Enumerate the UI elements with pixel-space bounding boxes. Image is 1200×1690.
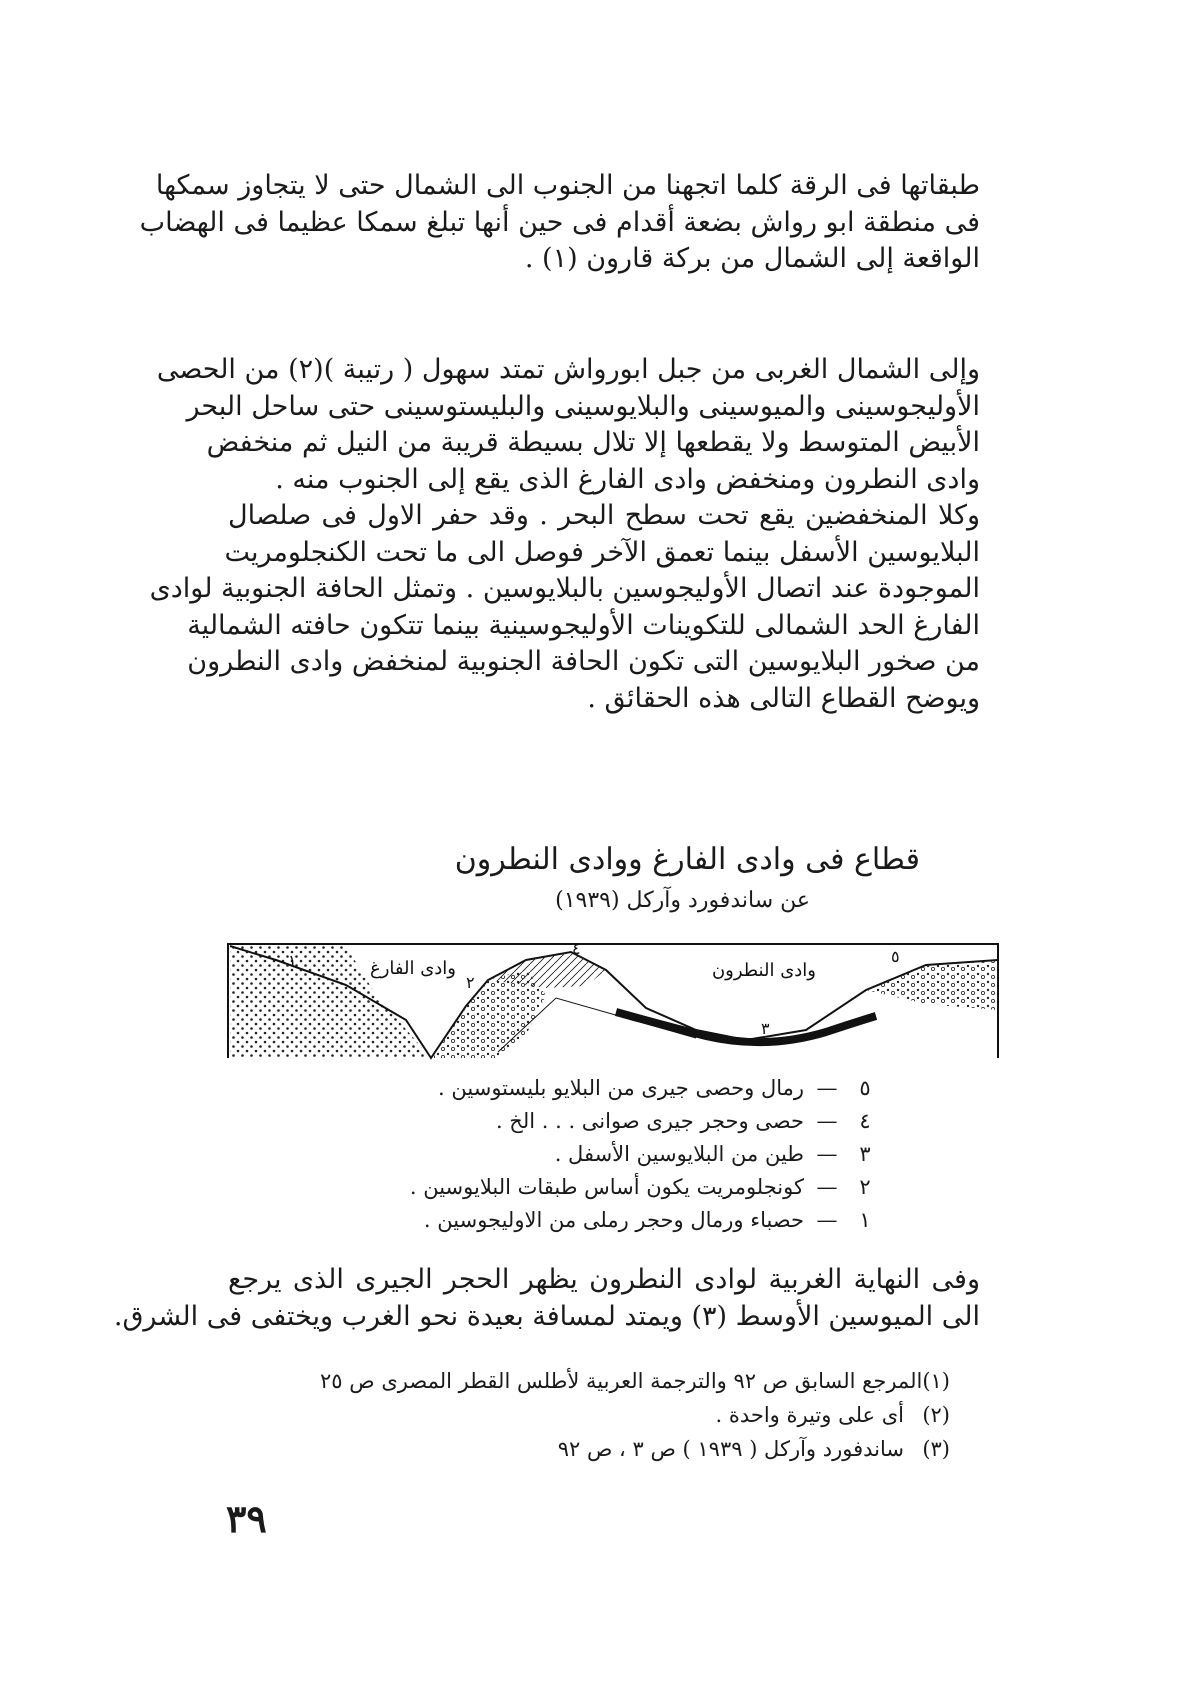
layer-3 [616,1012,876,1042]
footnote-mark: (٣) [922,1437,950,1461]
footnote-mark: (٢) [922,1403,950,1427]
text-line: وإلى الشمال الغربى من جبل ابورواش تمتد سهول ( رتيبة )(٢) من الحصى [156,354,980,385]
paragraph-1 [139,168,980,278]
legend-item [380,1138,880,1171]
legend-dash: — [816,1076,838,1100]
legend-text: طين من البلايوسين الأسفل . [554,1142,804,1166]
layer-5 [866,960,998,1010]
text-line: وفى النهاية الغربية لوادى النطرون يظهر الحجر الجيرى الذى يرجع [228,1264,980,1295]
text-line: الأوليجوسينى والميوسينى والبلايوسينى والبليستوسينى حتى ساحل البحر [186,390,980,422]
footnote [370,1432,950,1466]
legend-number: ٢ [859,1175,871,1199]
text-line: وادى النطرون ومنخفض وادى الفارغ الذى يقع إلى الجنوب منه . [275,463,980,495]
legend-item [380,1204,880,1237]
text-line: ويوضح القطاع التالى هذه الحقائق . [587,682,980,714]
text-line: وكلا المنخفضين يقع تحت سطح البحر . وقد حفر الاول فى صلصال [228,500,980,531]
legend-number: ٣ [859,1142,871,1166]
text-line: الموجودة عند اتصال الأوليجوسين بالبلايوسين . وتمثل الحافة الجنوبية لوادى [149,573,980,604]
text-line: الى الميوسين الأوسط (٣) ويمتد لمسافة بعيدة نحو الغرب ويختفى فى الشرق. [113,1300,980,1332]
figure-source: عن ساندفورد وآركل (١٩٣٩) [555,888,810,913]
legend-dash: — [816,1109,838,1133]
footnote-text: أى على وتيرة واحدة . [715,1403,904,1427]
footnote [320,1364,950,1398]
footnote-text: المرجع السابق ص ٩٢ والترجمة العربية لأطلس القطر المصرى ص ٢٥ [320,1369,923,1393]
text-line: الواقعة إلى الشمال من بركة قارون (١) . [524,243,980,274]
footnote-text: ساندفورد وآركل ( ١٩٣٩ ) ص ٣ ، ص ٩٢ [557,1437,904,1461]
footnote-divider [228,1348,980,1349]
legend-item [380,1171,880,1204]
label-num-3: ٣ [761,1019,770,1038]
page-number: ٣٩ [226,1496,267,1541]
legend-number: ٤ [859,1109,871,1133]
footnotes [320,1364,950,1466]
footnote [370,1398,950,1432]
text-line: الأبيض المتوسط ولا يقطعها إلا تلال بسيطة قريبة من النيل ثم منخفض [206,427,980,458]
label-num-2: ٢ [466,973,475,992]
label-num-5: ٥ [891,947,900,966]
label-wadi-natrun: وادى النطرون [711,960,816,981]
footnote-mark: (١) [922,1369,950,1393]
label-wadi-fargh: وادى الفارغ [369,958,456,979]
legend-number: ١ [859,1208,871,1232]
legend-number: ٥ [859,1076,871,1100]
figure-title: قطاع فى وادى الفارغ ووادى النطرون [454,842,920,877]
legend-dash: — [816,1208,838,1232]
legend-item [380,1105,880,1138]
text-line: فى منطقة ابو رواش بضعة أقدام فى حين أنها تبلغ سمكا عظيما فى الهضاب [139,206,980,238]
paragraph-2 [149,352,980,717]
label-num-4: ٤ [572,939,581,958]
legend-item [380,1072,880,1105]
paragraph-3 [113,1262,980,1335]
legend-dash: — [816,1142,838,1166]
text-line: الفارغ الحد الشمالى للتكوينات الأوليجوسينية بينما تتكون حافته الشمالية [187,609,980,641]
text-line: طبقاتها فى الرقة كلما اتجهنا من الجنوب الى الشمال حتى لا يتجاوز سمكها [155,170,980,201]
legend-text: حصباء ورمال وحجر رملى من الاوليجوسين . [423,1208,804,1232]
legend-text: كونجلومريت يكون أساس طبقات البلايوسين . [409,1175,804,1199]
legend-text: حصى وحجر جيرى صوانى . . . الخ . [495,1109,804,1133]
cross-section-diagram [226,940,1000,1060]
legend-text: رمال وحصى جيرى من البلايو بليستوسين . [438,1076,804,1100]
text-line: من صخور البلايوسين التى تكون الحافة الجنوبية لمنخفض وادى النطرون [187,646,980,677]
text-line: البلايوسين الأسفل بينما تعمق الآخر فوصل الى ما تحت الكنجلومريت [224,536,980,568]
diagram-legend [380,1072,880,1237]
label-num-1: ١ [288,951,297,970]
legend-dash: — [816,1175,838,1199]
